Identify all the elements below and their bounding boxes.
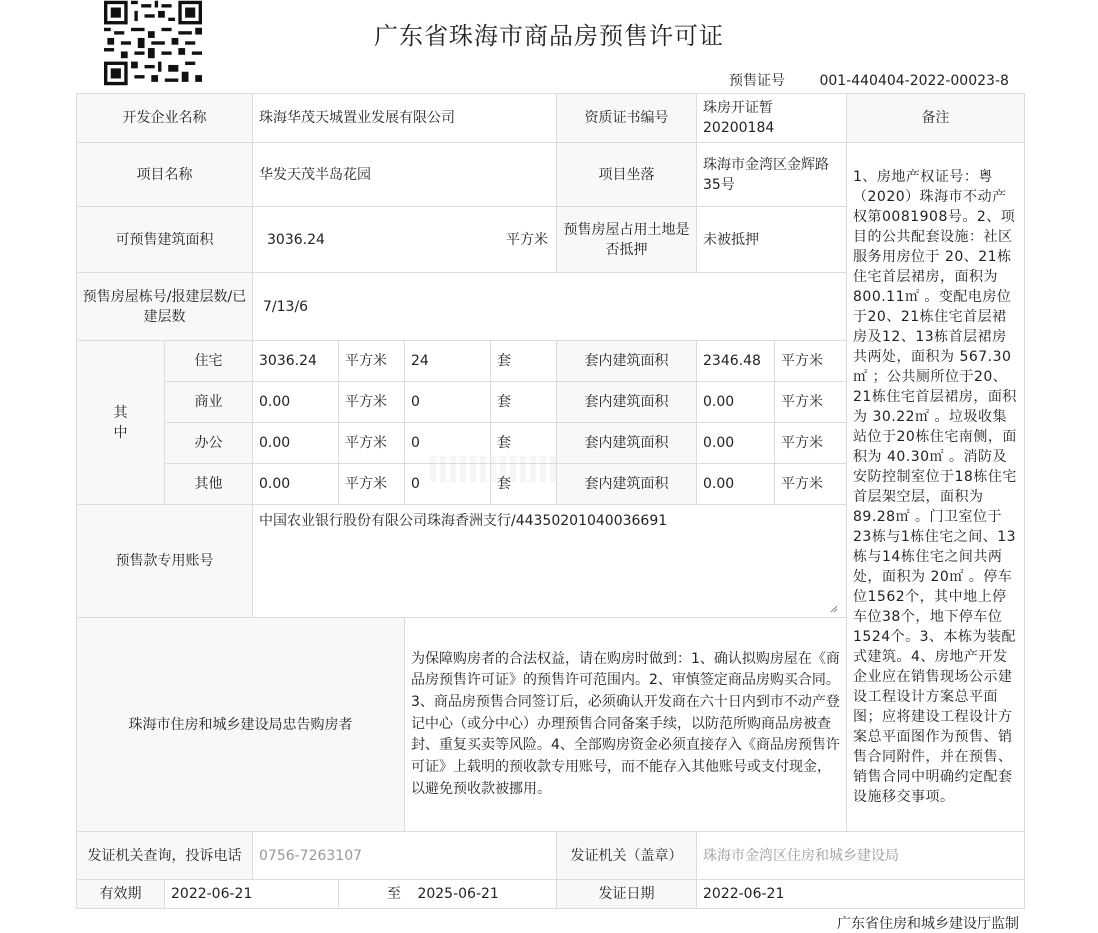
issuer-value: 珠海市金湾区住房和城乡建设局 bbox=[697, 832, 1025, 880]
row-inner-label: 套内建筑面积 bbox=[557, 382, 697, 423]
row-area-unit: 平方米 bbox=[339, 464, 405, 505]
qualification-label: 资质证书编号 bbox=[557, 94, 697, 143]
footer-supervisor: 广东省住房和城乡建设厅监制 bbox=[837, 916, 1019, 932]
row-inner-unit: 平方米 bbox=[775, 341, 847, 382]
row-inner-unit: 平方米 bbox=[775, 382, 847, 423]
row-area-unit: 平方米 bbox=[339, 382, 405, 423]
remark-label: 备注 bbox=[847, 94, 1025, 143]
mortgage-value: 未被抵押 bbox=[697, 207, 847, 273]
row-type: 商业 bbox=[165, 382, 253, 423]
row-set-unit: 套 bbox=[491, 382, 557, 423]
row-count: 24 bbox=[405, 341, 491, 382]
validity-from: 2022-06-21 bbox=[165, 880, 339, 909]
row-count: 0 bbox=[405, 423, 491, 464]
warning-text: 为保障购房者的合法权益，请在购房时做到：1、确认拟购房屋在《商品房预售许可证》的预售许可范围内。2、审慎签定商品房购买合同。3、商品房预售合同签订后，必须确认开发商在六十日内到市不动产登记中心（或分中心）办理预售合同备案手续，以防范所购商品房被查封、重复买卖等风险。4、全部购房资金必须直接存入《商品房预售许可证》上载明的预收款专用账号，而不能存入其他账号或支付现金，以避免预收款被挪用。 bbox=[411, 650, 840, 797]
qualification-value: 珠房开证暂 20200184 bbox=[697, 94, 847, 143]
row-type: 办公 bbox=[165, 423, 253, 464]
account-value: 中国农业银行股份有限公司珠海香洲支行/44350201040036691 bbox=[259, 513, 668, 529]
resize-handle-icon[interactable] bbox=[828, 603, 838, 613]
validity-to-cell bbox=[339, 880, 557, 909]
row-count: 0 bbox=[405, 382, 491, 423]
account-field[interactable] bbox=[253, 505, 847, 618]
row-area: 0.00 bbox=[253, 382, 339, 423]
row-inner-label: 套内建筑面积 bbox=[557, 341, 697, 382]
validity-label: 有效期 bbox=[77, 880, 165, 909]
row-inner-area: 2346.48 bbox=[697, 341, 775, 382]
validity-to: 2025-06-21 bbox=[417, 886, 499, 902]
permit-number bbox=[729, 70, 1009, 90]
permit-value: 001-440404-2022-00023-8 bbox=[819, 73, 1009, 89]
permit-table bbox=[76, 93, 1025, 909]
row-inner-unit: 平方米 bbox=[775, 464, 847, 505]
row-inner-area: 0.00 bbox=[697, 382, 775, 423]
project-label: 项目名称 bbox=[77, 143, 253, 207]
row-inner-area: 0.00 bbox=[697, 464, 775, 505]
presale-area-label: 可预售建筑面积 bbox=[77, 207, 253, 273]
row-type: 住宅 bbox=[165, 341, 253, 382]
issuer-label: 发证机关（盖章） bbox=[557, 832, 697, 880]
breakdown-label-text: 其 中 bbox=[113, 404, 128, 441]
row-set-unit: 套 bbox=[491, 464, 557, 505]
row-area-unit: 平方米 bbox=[339, 423, 405, 464]
breakdown-label bbox=[77, 341, 165, 505]
mortgage-label: 预售房屋占用土地是否抵押 bbox=[557, 207, 697, 273]
row-area: 0.00 bbox=[253, 423, 339, 464]
presale-area-unit: 平方米 bbox=[506, 231, 548, 248]
row-area-unit: 平方米 bbox=[339, 341, 405, 382]
presale-area-value: 3036.24 bbox=[267, 231, 325, 248]
permit-label: 预售证号 bbox=[729, 73, 785, 89]
account-label: 预售款专用账号 bbox=[77, 505, 253, 618]
row-type: 其他 bbox=[165, 464, 253, 505]
issue-date-label: 发证日期 bbox=[557, 880, 697, 909]
row-set-unit: 套 bbox=[491, 341, 557, 382]
row-set-unit: 套 bbox=[491, 423, 557, 464]
row-inner-unit: 平方米 bbox=[775, 423, 847, 464]
row-area: 3036.24 bbox=[253, 341, 339, 382]
presale-area-cell bbox=[253, 207, 557, 273]
warning-label: 珠海市住房和城乡建设局忠告购房者 bbox=[77, 618, 405, 832]
complaint-value: 0756-7263107 bbox=[253, 832, 557, 880]
developer-label: 开发企业名称 bbox=[77, 94, 253, 143]
row-inner-area: 0.00 bbox=[697, 423, 775, 464]
issue-date-value: 2022-06-21 bbox=[697, 880, 1025, 909]
page-title: 广东省珠海市商品房预售许可证 bbox=[374, 22, 724, 50]
developer-value: 珠海华茂天城置业发展有限公司 bbox=[253, 94, 557, 143]
row-inner-label: 套内建筑面积 bbox=[557, 423, 697, 464]
location-label: 项目坐落 bbox=[557, 143, 697, 207]
building-label: 预售房屋栋号/报建层数/已建层数 bbox=[77, 273, 253, 341]
remark-text: 1、房地产权证号：粤（2020）珠海市不动产权第0081908号。2、项目的公共配套设施：社区服务用房位于 20、21栋住宅首层裙房，面积为 800.11㎡ 。变配电房位于20、21栋住宅首层裙房及12、13栋首层裙房共两处，面积为 567.30㎡ ；公共厕所位于20、21栋住宅首层裙房，面积为 30.22㎡ 。垃圾收集站位于20栋住宅南侧，面积为 40.30㎡ 。消防及安防控制室位于18栋住宅首层架空层，面积为 89.28㎡ 。门卫室位于23栋与1栋住宅之间、13栋与14栋住宅之间共两处，面积为 20㎡ 。停车位1562个，其中地上停车位38个，地下停车位1524个。3、本栋为装配式建筑。4、房地产开发企业应在销售现场公示建设工程设计方案总平面图；应将建设工程设计方案总平面图作为预售、销售合同附件，并在预售、销售合同中明确约定配套设施移交事项。 bbox=[847, 143, 1025, 832]
building-value: 7/13/6 bbox=[253, 273, 847, 341]
row-area: 0.00 bbox=[253, 464, 339, 505]
row-inner-label: 套内建筑面积 bbox=[557, 464, 697, 505]
validity-to-label: 至 bbox=[387, 886, 401, 902]
complaint-label: 发证机关查询，投诉电话 bbox=[77, 832, 253, 880]
project-value: 华发天茂半岛花园 bbox=[253, 143, 557, 207]
row-count: 0 bbox=[405, 464, 491, 505]
warning-cell bbox=[405, 618, 847, 832]
location-value: 珠海市金湾区金辉路35号 bbox=[697, 143, 847, 207]
